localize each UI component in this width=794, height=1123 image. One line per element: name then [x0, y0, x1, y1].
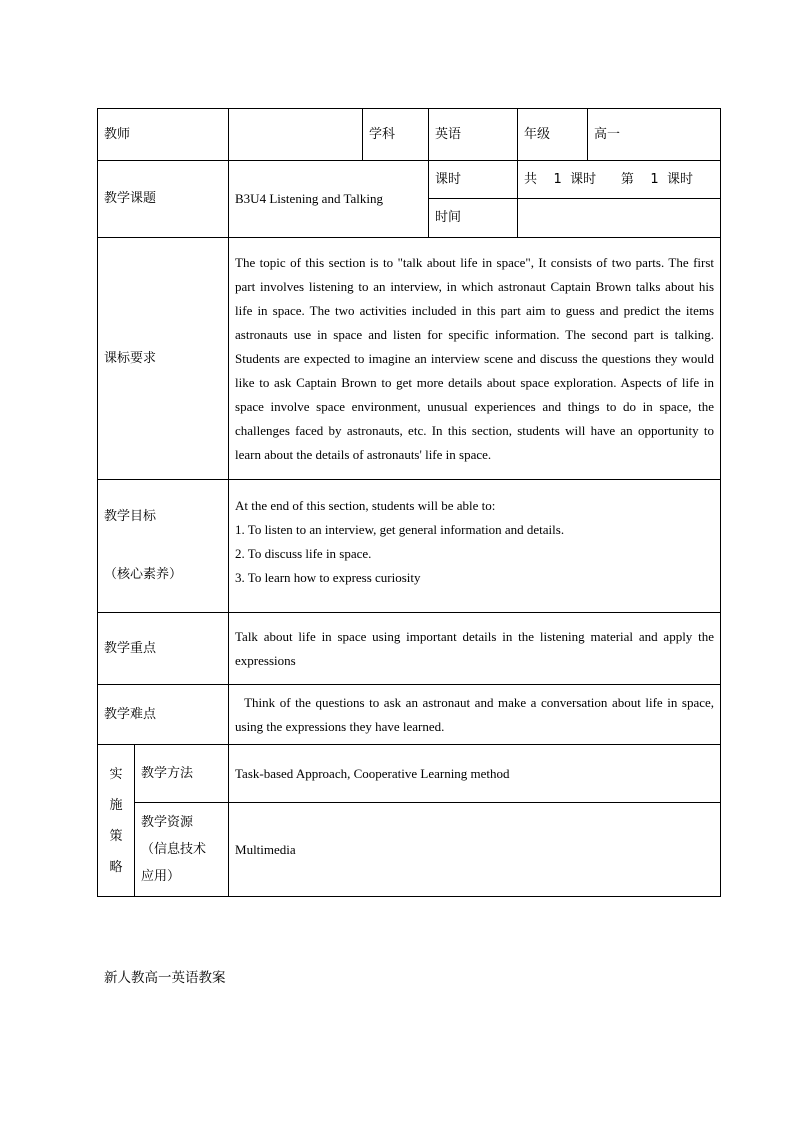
resources-label: 教学资源 [141, 815, 194, 830]
subject-value: 英语 [429, 109, 518, 161]
method-label: 教学方法 [135, 745, 229, 803]
objective-item: 1. To listen to an interview, get general information and details. [235, 522, 565, 537]
implementation-char: 略 [109, 859, 123, 875]
difficulties-text: Think of the questions to ask an astronaut and make a conversation about life in space, using the expressions they have learned. [229, 685, 721, 745]
period-label: 课时 [429, 161, 518, 199]
implementation-char: 实 [109, 766, 123, 782]
topic-value: B3U4 Listening and Talking [229, 161, 429, 238]
implementation-label [98, 745, 135, 897]
time-label: 时间 [429, 199, 518, 238]
resources-value: Multimedia [229, 803, 721, 897]
objectives-intro: At the end of this section, students will be able to: [235, 498, 496, 513]
teacher-value [229, 109, 363, 161]
objectives-content [229, 480, 721, 613]
curriculum-row [98, 238, 721, 480]
method-value: Task-based Approach, Cooperative Learning method [229, 745, 721, 803]
resources-label: （信息技术 [141, 842, 207, 857]
resources-row [98, 803, 721, 897]
footer-caption: 新人教高一英语教案 [104, 970, 226, 986]
teacher-row [98, 109, 721, 161]
implementation-char: 策 [109, 828, 123, 844]
objective-item: 2. To discuss life in space. [235, 546, 372, 561]
objectives-row [98, 480, 721, 613]
topic-row [98, 161, 721, 199]
subject-label: 学科 [363, 109, 429, 161]
objectives-list [235, 518, 714, 590]
objectives-label: 教学目标 [104, 509, 157, 524]
grade-value: 高一 [588, 109, 721, 161]
curriculum-text: The topic of this section is to "talk about life in space", It consists of two parts. The first part involves listening to an interview, in which astronaut Captain Brown talks about his life in space. The two activities included in this part aim to guess and predict the items astronauts use in space and listen for specific information. The second part is talking. Students are expected to imagine an interview scene and discuss the questions they would like to ask Captain Brown to get more details about space exploration. Aspects of life in space involve space environment, unusual experiences and things to do in space, the challenges faced by astronauts, etc. In this section, students will have an opportunity to learn about the details of astronauts' life in space. [229, 238, 721, 480]
objective-item: 3. To learn how to express curiosity [235, 570, 421, 585]
resources-label: 应用） [141, 869, 181, 884]
period-value: 共 1 课时 第 1 课时 [518, 161, 721, 199]
objectives-label-cell [98, 480, 229, 613]
difficulties-row [98, 685, 721, 745]
method-row [98, 745, 721, 803]
difficulties-label: 教学难点 [98, 685, 229, 745]
topic-label: 教学课题 [98, 161, 229, 238]
key-points-label: 教学重点 [98, 613, 229, 685]
key-points-row [98, 613, 721, 685]
teacher-label: 教师 [98, 109, 229, 161]
resources-label-cell [135, 803, 229, 897]
key-points-text: Talk about life in space using important details in the listening material and apply the expressions [229, 613, 721, 685]
curriculum-label: 课标要求 [98, 238, 229, 480]
implementation-char: 施 [109, 797, 123, 813]
grade-label: 年级 [518, 109, 588, 161]
time-value [518, 199, 721, 238]
lesson-plan-table [97, 108, 721, 897]
objectives-sublabel: （核心素养） [104, 567, 183, 582]
